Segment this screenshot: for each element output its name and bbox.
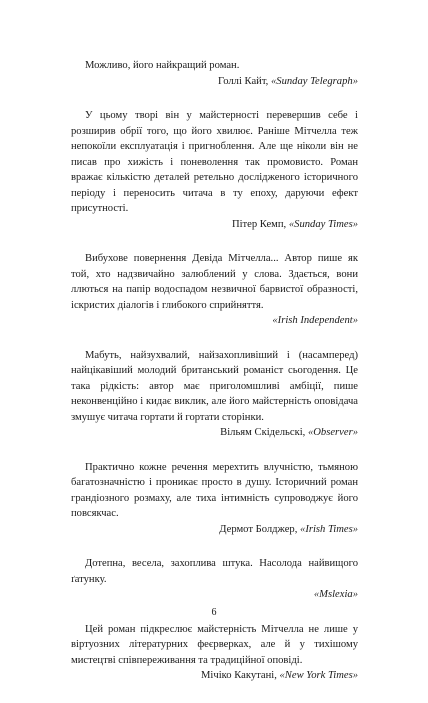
review-text: Практично кожне речення мерехтить влучністю, тьмяною багатозначністю і проникає просто в душу. Історичний роман грандіозного розмаху, але тиха інтимність супроводжує його повсякчас. [71,461,358,519]
review-text: Цей роман підкреслює майстерність Мітчелла не лише у віртуозних літературних феєрверках, але й у тихішому мистецтві співпереживання та традиційної оповіді. [71,623,358,666]
review-text: Мабуть, найзухвалий, найзахопливіший і (насамперед) найцікавіший молодий британський романіст сьогодення. Це така рідкість: автор має приголомшливі амбіції, пише неконвенційно і кидає виклик, але його майстерність оповідача змушує читача гортати й гортати сторінки. [71,349,358,423]
review-source: «New York Times» [279,670,358,681]
review-author: Голлі Кайт, [218,75,271,87]
review-attribution [71,668,358,684]
review-7 [71,622,358,684]
review-attribution [71,74,358,90]
review-3 [71,251,358,329]
review-5 [71,460,358,538]
review-source: «Irish Times» [300,523,358,535]
review-text: Дотепна, весела, захоплива штука. Насолода найвищого ґатунку. [71,558,358,585]
review-source: «Irish Independent» [272,315,358,326]
review-attribution [71,425,358,441]
review-source: «Observer» [307,427,358,438]
reviews-page [71,58,358,703]
review-author: Дермот Болджер, [219,523,301,535]
review-text: Можливо, його найкращий роман. [85,60,240,71]
review-text: Вибухове повернення Девіда Мітчелла... Автор пише як той, хто надзвичайно залюблений у слова. Здається, вони ллються на папір водоспадом незвичної барвистої образності, іскристих діалогів і глибокого сприйняття. [71,253,358,311]
review-source: «Sunday Times» [288,218,358,230]
review-author: Пітер Кемп, [231,218,289,230]
page-number: 6 [211,607,217,618]
review-2 [71,108,358,232]
review-source: «Sunday Telegraph» [270,75,358,87]
review-text: У цьому творі він у майстерності перевершив себе і розширив обрії того, що його хвилює. Раніше Мітчелла теж непокоїли експлуатація і пригноблення. Але ще ніколи він не писав про хижість і поневолення так промовисто. Роман вражає кількістю деталей ретельно дослідженого історичного періоду і переносить читача в ту епоху, даруючи ефект присутності. [71,110,358,214]
review-author: Вільям Скідельскі, [220,427,308,438]
review-author: Мічіко Какутані, [201,670,280,681]
review-attribution [71,587,358,603]
review-attribution [71,313,358,329]
review-attribution [71,217,358,233]
review-attribution [71,522,358,538]
review-1 [71,58,358,89]
review-source: «Mslexia» [313,589,358,600]
review-4 [71,348,358,441]
review-6 [71,556,358,603]
